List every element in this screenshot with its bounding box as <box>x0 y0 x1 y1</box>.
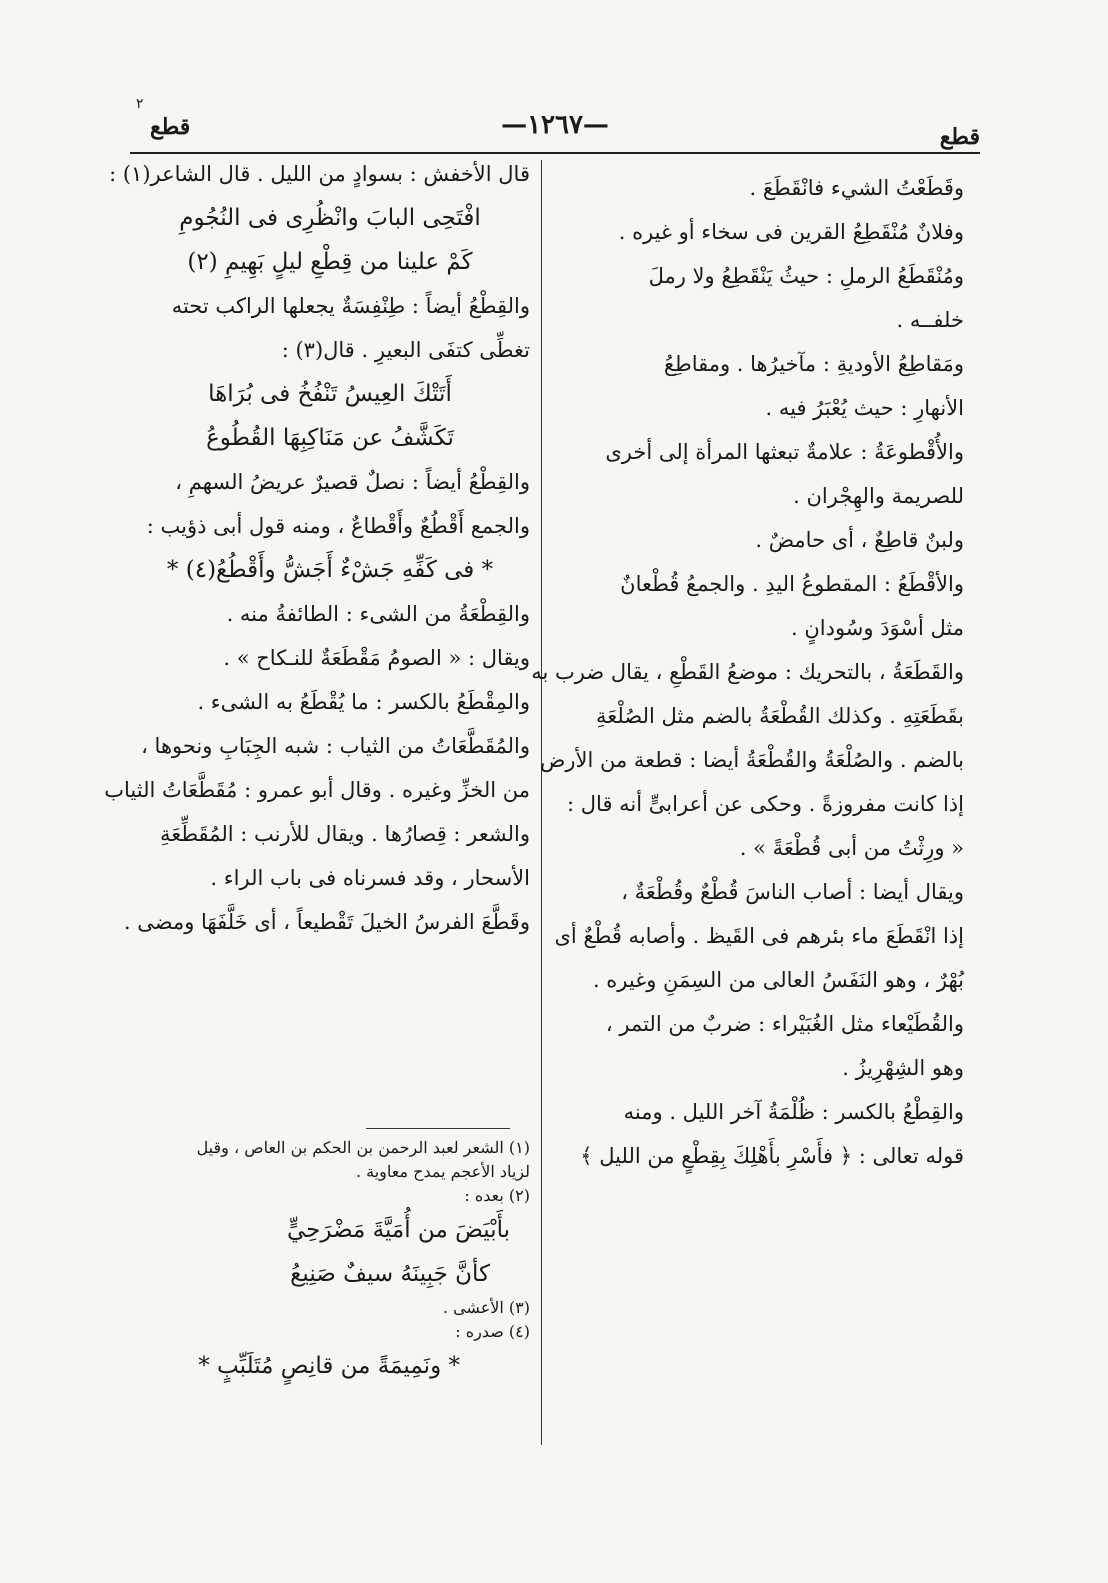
text-line: وقَطَعْتُ الشيء فانْقَطَعَ . <box>749 176 964 200</box>
text-line: والشعر : قِصارُها . ويقال للأرنب : المُقَطِّعَةِ <box>159 822 530 846</box>
verse-line: كَمْ علينا من قِطْعِ ليلٍ بَهِيمِ (٢) <box>187 249 473 275</box>
text-line: من الخزِّ وغيره . وقال أبو عمرو : مُقَطَّعَاتُ الثياب <box>104 778 530 802</box>
text-line: ويقال أيضا : أصاب الناسَ قُطْعٌ وقُطْعَةٌ ، <box>621 880 964 904</box>
footnote-verse: كأنَّ جَبِينَهُ سيفٌ صَنِيعُ <box>290 1261 490 1287</box>
page-header <box>130 104 980 152</box>
page-number: —١٢٦٧— <box>501 110 609 140</box>
text-line: بقَطَعَتِهِ . وكذلك القُطْعَةُ بالضم مثل الصُلْعَةِ <box>596 704 964 728</box>
text-line: ومَقاطِعُ الأوديةِ : مآخيرُها . ومقاطِعُ <box>663 352 964 376</box>
footnote-line: (٣) الأعشى . <box>442 1298 530 1317</box>
text-line: بالضم . والصُلْعَةُ والقُطْعَةُ أيضا : قطعة من الأرض <box>539 748 964 772</box>
text-line: الأسحار ، وقد فسرناه فى باب الراء . <box>210 866 530 890</box>
footnote-verse: * ونَمِيمَةً من قانِصٍ مُتَلَبِّبٍ * <box>198 1353 460 1379</box>
footnote-line: (٢) بعده : <box>464 1186 530 1205</box>
text-line: والمِقْطَعُ بالكسر : ما يُقْطَعُ به الشىء . <box>197 690 530 714</box>
text-line: إذا انْقَطَعَ ماء بئرهم فى القَيظ . وأصابه قُطْعٌ أى <box>554 924 964 948</box>
verse-line: تَكَشَّفُ عن مَنَاكِبِهَا القُطُوعُ <box>206 425 454 451</box>
verse-line: افْتَحِى البابَ وانْظُرِى فى النُجُومِ <box>179 205 481 231</box>
text-line: والقِطْعُ أيضاً : نصلٌ قصيرٌ عريضُ السهمِ ، <box>175 470 530 494</box>
text-line: ويقال : « الصومُ مَقْطَعَةٌ للنـكاح » . <box>223 646 530 670</box>
text-line: الأنهارِ : حيث يُعْبَرُ فيه . <box>765 396 964 420</box>
footnote-rule <box>366 1128 510 1129</box>
right-column <box>531 166 964 1178</box>
footnote-line: لزياد الأعجم يمدح معاوية . <box>355 1162 530 1181</box>
text-line: والقُطَيْعاء مثل الغُبَيْراء : ضربٌ من التمر ، <box>605 1012 964 1036</box>
text-line: والقِطْعُ بالكسر : ظُلْمَةُ آخر الليل . ومنه <box>623 1100 964 1124</box>
verse-line: أَتَتْكَ العِيسُ تَنْفُخُ فى بُرَاهَا <box>208 381 452 407</box>
text-line: والأُقْطوعَةُ : علامةٌ تبعثها المرأة إلى أخرى <box>605 440 964 464</box>
text-line: قوله تعالى : ﴿ فأَسْرِ بأَهْلِكَ بِقِطْعٍ من الليل ﴾ <box>580 1144 964 1168</box>
corner-mark: ٢ <box>136 96 144 112</box>
footnotes <box>130 1136 530 1388</box>
header-left-keyword: قطع <box>150 114 191 140</box>
text-line: والقِطْعُ أيضاً : طِنْفِسَةٌ يجعلها الراكب تحته <box>171 294 530 318</box>
footnote-line: (١) الشعر لعبد الرحمن بن الحكم بن العاص ، وقيل <box>196 1138 530 1157</box>
column-divider <box>541 160 542 1445</box>
text-line: خلفــه . <box>896 308 964 332</box>
text-line: والأقْطَعُ : المقطوعُ اليدِ . والجمعُ قُطْعانٌ <box>620 572 964 596</box>
verse-line: * فى كَفِّهِ جَشْءٌ أَجَشُّ وأَقْطُعُ(٤) * <box>166 557 494 583</box>
text-line: وفلانٌ مُنْقَطِعُ القرين فى سخاء أو غيره . <box>618 220 964 244</box>
text-line: تغطِّى كتفَى البعيرِ . قال(٣) : <box>281 338 530 362</box>
text-line: والقَطَعَةُ ، بالتحريك : موضعُ القَطْعِ ، يقال ضرب به <box>531 660 964 684</box>
text-line: والقِطْعَةُ من الشىء : الطائفةُ منه . <box>226 602 530 626</box>
text-line: وهو الشِهْرِيزُ . <box>842 1056 964 1080</box>
text-line: ولبنٌ قاطِعٌ ، أى حامضٌ . <box>755 528 964 552</box>
text-line: بُهْرٌ ، وهو النَفَسُ العالى من السِمَنِ وغيره . <box>592 968 964 992</box>
text-line: إذا كانت مفروزةً . وحكى عن أعرابىٍّ أنه قال : <box>567 792 964 816</box>
text-line: ومُنْقَطَعُ الرملِ : حيثُ يَنْقَطِعُ ولا رملَ <box>648 264 964 288</box>
text-line: مثل أسْوَدَ وسُودانٍ . <box>790 616 964 640</box>
text-line: وقَطَّعَ الفرسُ الخيلَ تَقْطيعاً ، أى خَلَّفَهَا ومضى . <box>123 910 530 934</box>
text-line: للصريمة والهِجْران . <box>793 484 964 508</box>
footnote-line: (٤) صدره : <box>455 1322 530 1341</box>
header-right-keyword: قطع <box>939 124 980 150</box>
text-line: والمُقَطَّعَاتُ من الثياب : شبه الجِبَابِ ونحوها ، <box>141 734 530 758</box>
footnote-verse: بأَبْيَضَ من أُمَيَّةَ مَضْرَحِيٍّ <box>286 1217 510 1243</box>
text-line: « ورِثْتُ من أبى قُطْعَةً » . <box>739 836 964 860</box>
text-line: قال الأخفش : بسوادٍ من الليل . قال الشاعر(١) : <box>109 162 530 186</box>
left-column <box>104 152 530 944</box>
text-line: والجمع أَقْطُعٌ وأَقْطاعٌ ، ومنه قول أبى ذؤيب : <box>146 514 530 538</box>
